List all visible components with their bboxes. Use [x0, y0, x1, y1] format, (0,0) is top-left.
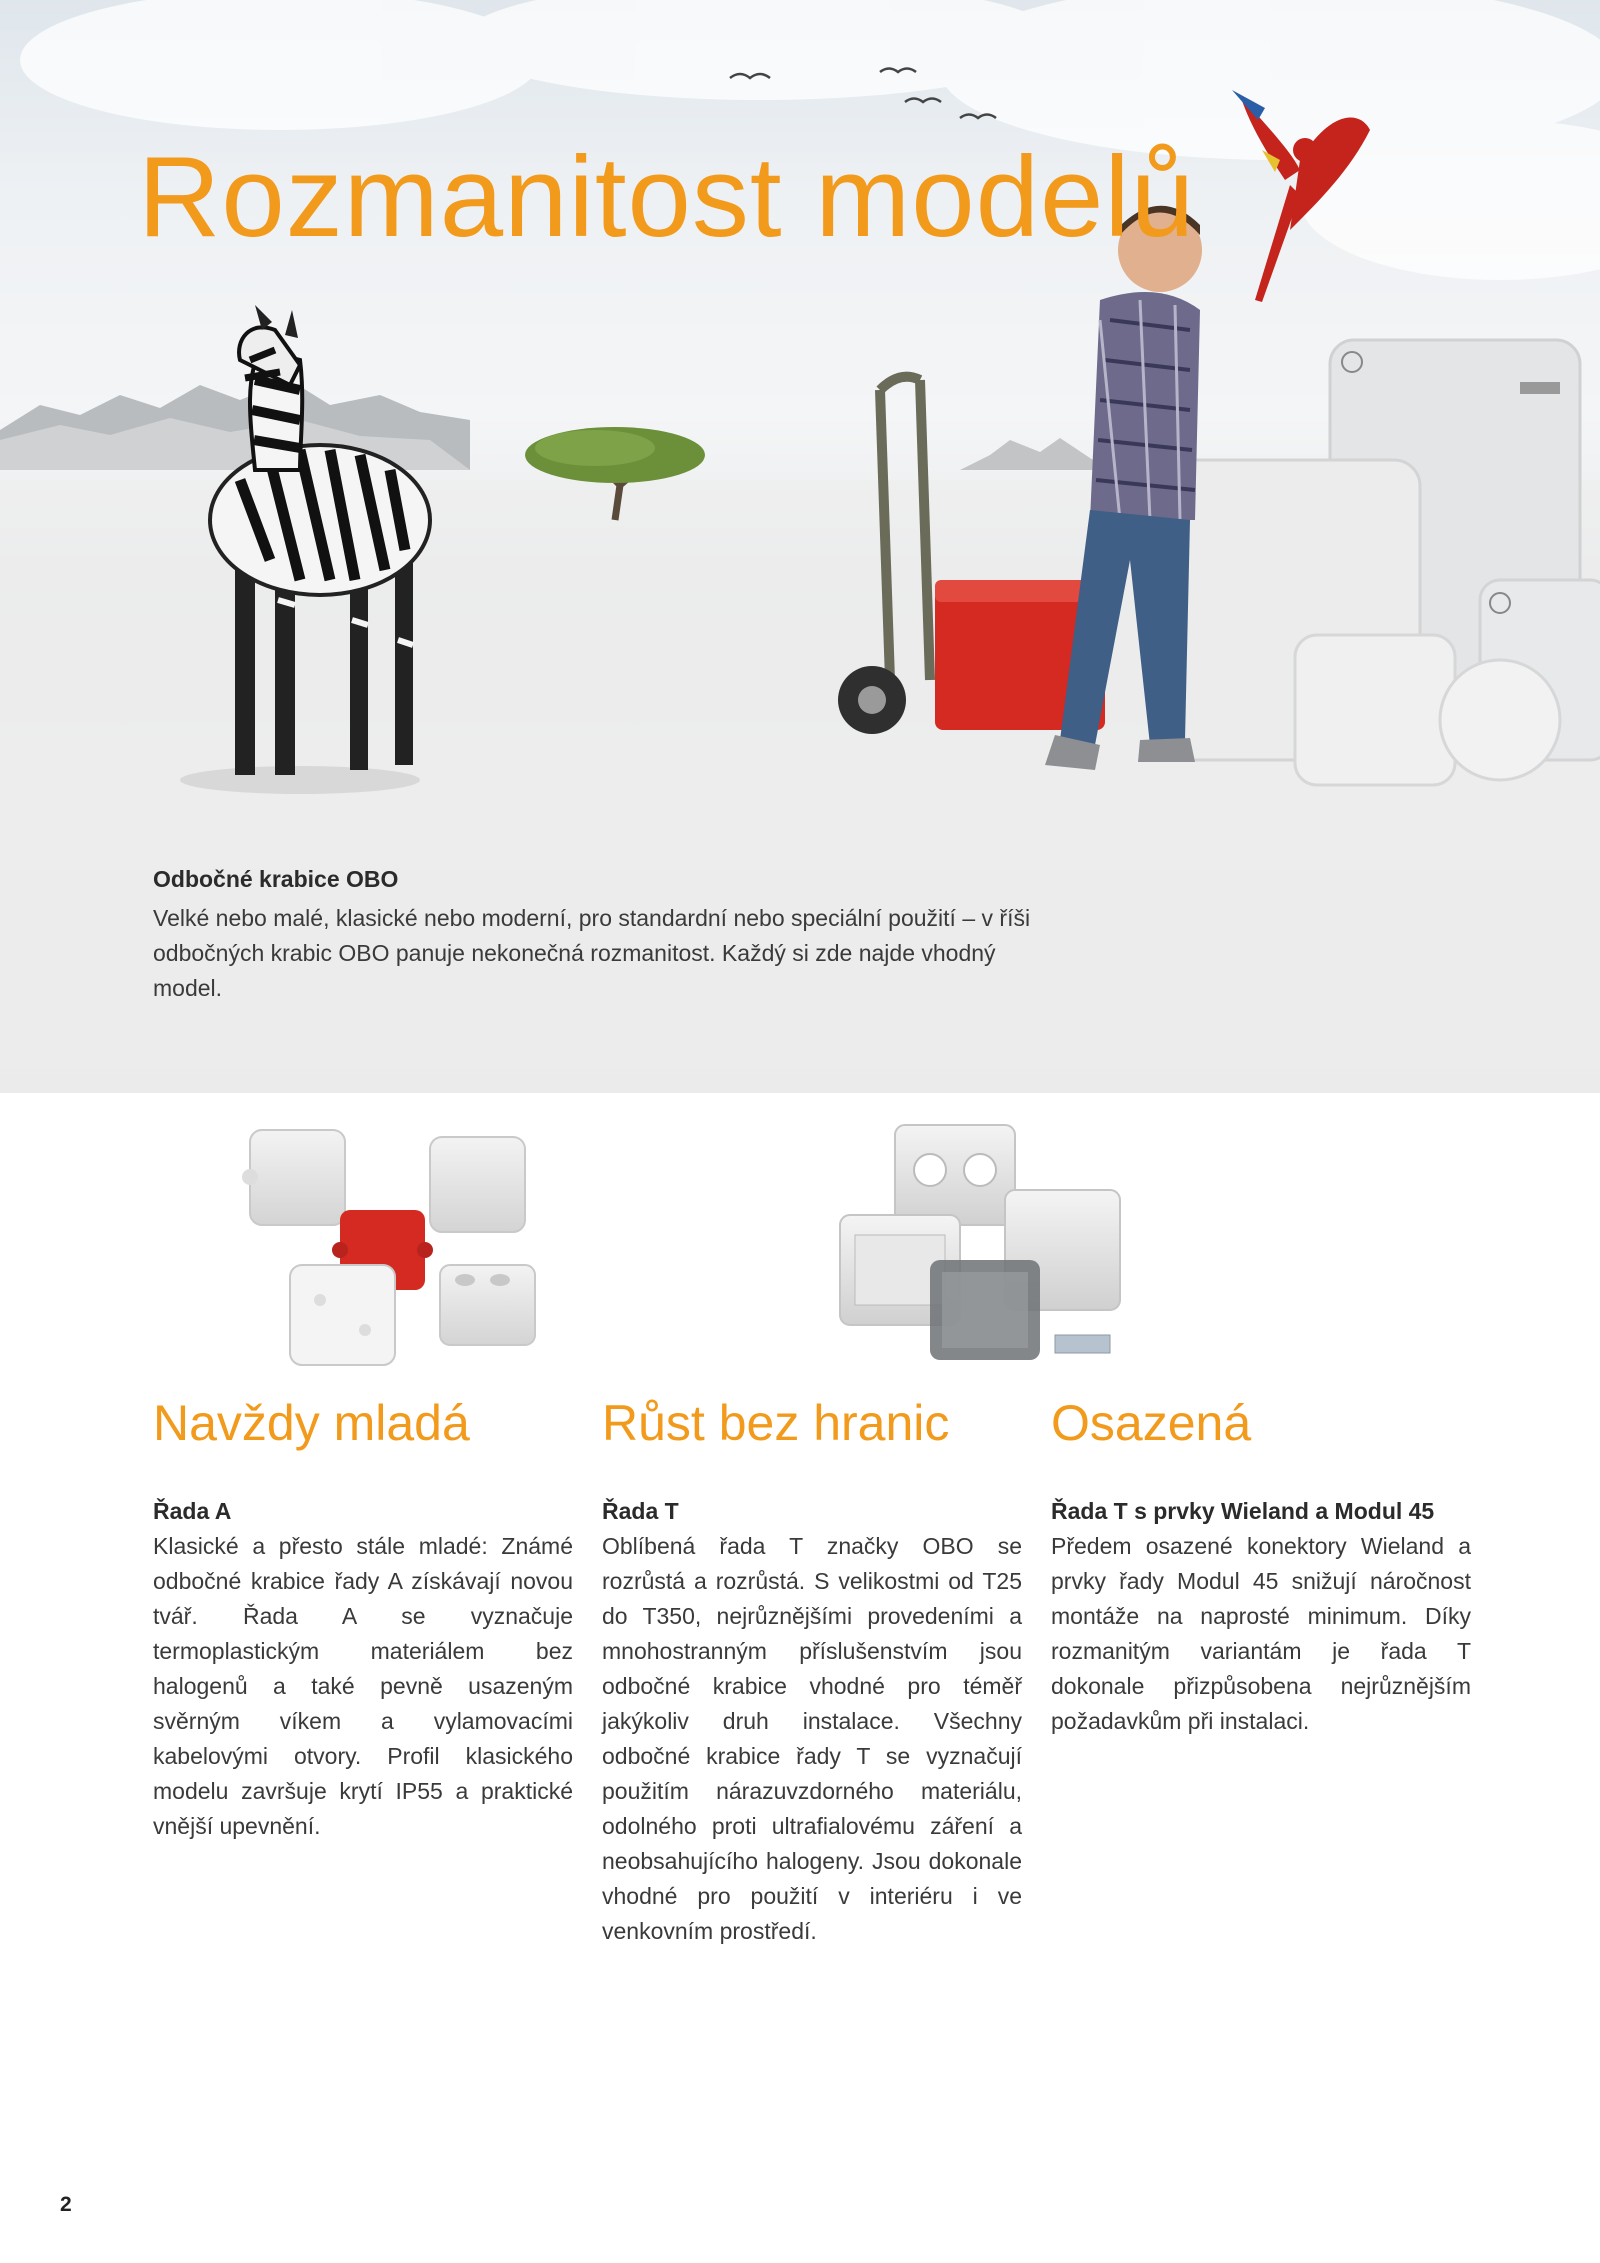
- junction-boxes: [1170, 340, 1600, 785]
- column-title: Osazená: [1051, 1395, 1252, 1451]
- page-title: Rozmanitost modelů: [138, 134, 1196, 261]
- transparent-lid-box: [930, 1260, 1040, 1360]
- column-text: Předem osazené konektory Wieland a prvky řady Modul 45 snižují náročnost montáže na naprosté minimum. Díky rozmanitým variantám je řada T dokonale přizpůsobena nejrůznějším požadavkům při instalaci.: [1051, 1533, 1471, 1734]
- column-subtitle: Řada T s prvky Wieland a Modul 45: [1051, 1498, 1435, 1524]
- hero-banner: [0, 0, 1600, 1093]
- dark-frame-part: [1055, 1335, 1110, 1353]
- column-rust-bez-hranic: [602, 1388, 1022, 1949]
- box-with-sockets: [895, 1125, 1015, 1225]
- column-subtitle: Řada A: [153, 1498, 232, 1524]
- intro-heading: Odbočné krabice OBO: [153, 866, 399, 892]
- column-text: Oblíbená řada T značky OBO se rozrůstá a rozrůstá. S velikostmi od T25 do T350, nejrůznějšími provedeními a mnohostranným příslušenstvím jsou odbočné krabice vhodné pro téměř jakýkoliv druh instalace. Všechny odbočné krabice řady T se vyznačují použitím nárazuvzdorného materiálu, odolného proti ultrafialovému záření a neobsahujícího halogeny. Jsou dokonale vhodné pro použití v interiéru i ve venkovním prostředí.: [602, 1533, 1022, 1944]
- column-osazena: [1051, 1388, 1471, 1739]
- column-title: Navždy mladá: [153, 1395, 470, 1451]
- grey-box-back-right: [430, 1137, 525, 1232]
- series-a-boxes-image: [180, 1115, 580, 1375]
- column-text: Klasické a přesto stále mladé: Známé odbočné krabice řady A získávají novou tvář. Řada A se vyznačuje termoplastickým materiálem bez halogenů a také pevně usazeným svěrným víkem a vylamovacími kabelovými otvory. Profil klasického modelu završuje krytí IP55 a praktické vnější upevnění.: [153, 1533, 573, 1839]
- column-title: Růst bez hranic: [602, 1395, 950, 1451]
- column-subtitle: Řada T: [602, 1498, 679, 1524]
- grey-box-front-right: [440, 1265, 535, 1345]
- page-number: 2: [60, 2193, 72, 2216]
- grey-box-back-left: [242, 1130, 345, 1225]
- series-t-boxes-image: [820, 1115, 1140, 1375]
- white-box-front: [290, 1265, 395, 1365]
- intro-text: Velké nebo malé, klasické nebo moderní, pro standardní nebo speciální použití – v říši odbočných krabic OBO panuje nekonečná rozmanitost. Každý si zde najde vhodný model.: [153, 905, 1031, 1001]
- intro-section: [153, 866, 1033, 1006]
- column-navzdy-mlada: [153, 1388, 573, 1844]
